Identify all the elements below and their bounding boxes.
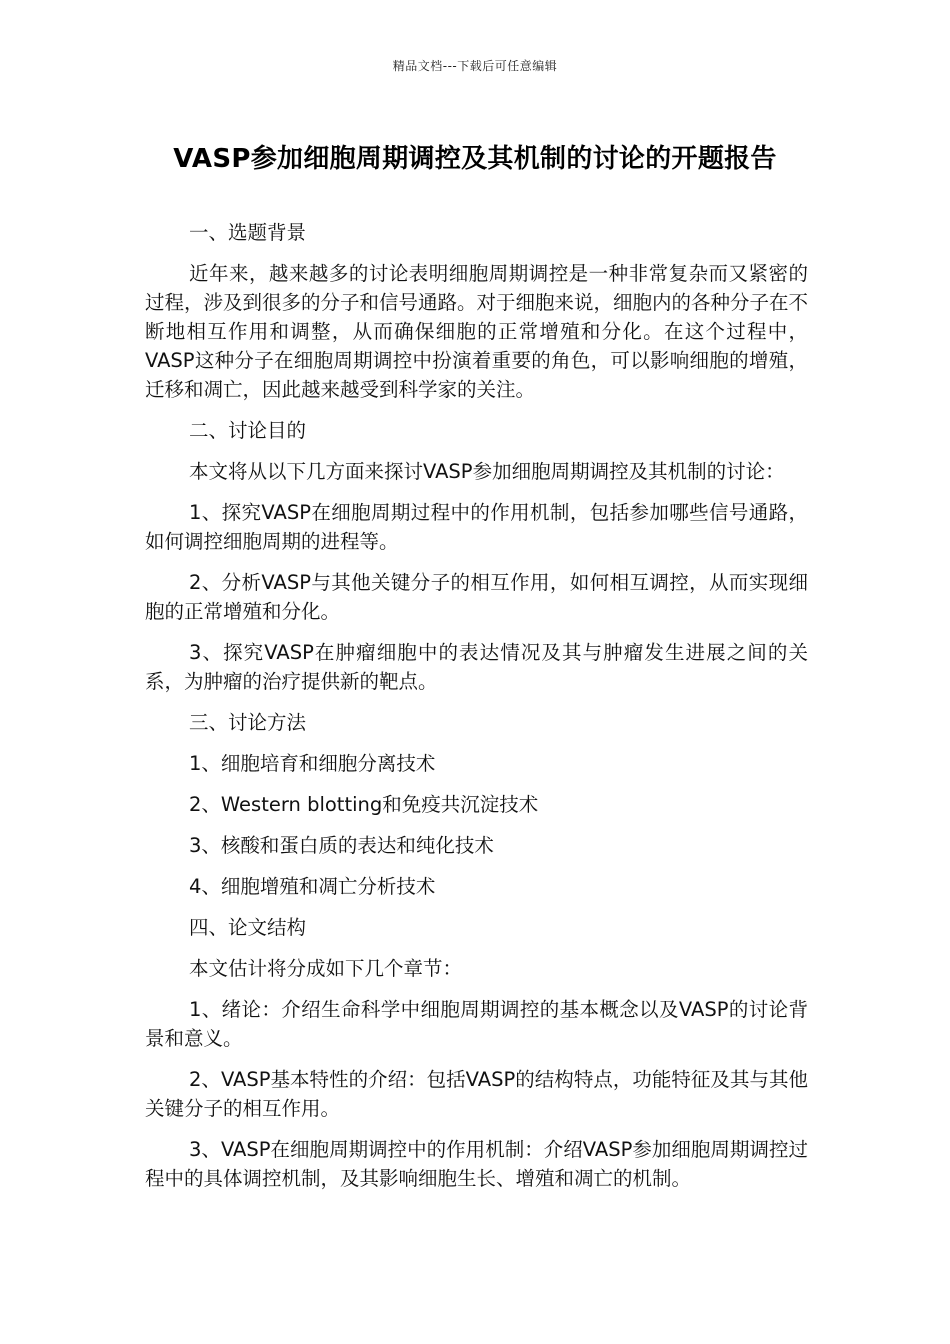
paragraph-purpose-intro: 本文将从以下几方面来探讨VASP参加细胞周期调控及其机制的讨论： bbox=[189, 460, 785, 483]
list-item-purpose-3: 3、探究VASP在肿瘤细胞中的表达情况及其与肿瘤发生进展之间的关系，为肿瘤的治疗提供新的靶点。 bbox=[145, 641, 808, 693]
list-item-method-4: 4、细胞增殖和凋亡分析技术 bbox=[189, 875, 436, 898]
section-heading-background: 一、选题背景 bbox=[189, 221, 307, 244]
list-item-chapter-3: 3、VASP在细胞周期调控中的作用机制：介绍VASP参加细胞周期调控过程中的具体调控机制，及其影响细胞生长、增殖和凋亡的机制。 bbox=[145, 1138, 808, 1190]
document-body bbox=[145, 218, 808, 1205]
list-item-chapter-2: 2、VASP基本特性的介绍：包括VASP的结构特点，功能特征及其与其他关键分子的相互作用。 bbox=[145, 1068, 808, 1120]
document-title: VASP参加细胞周期调控及其机制的讨论的开题报告 bbox=[173, 144, 777, 174]
list-item-purpose-1: 1、探究VASP在细胞周期过程中的作用机制，包括参加哪些信号通路，如何调控细胞周期的进程等。 bbox=[145, 501, 808, 553]
header-note: 精品文档---下载后可任意编辑 bbox=[392, 59, 558, 73]
list-item-method-3: 3、核酸和蛋白质的表达和纯化技术 bbox=[189, 834, 494, 857]
list-item-method-1: 1、细胞培育和细胞分离技术 bbox=[189, 752, 436, 775]
paragraph-structure-intro: 本文估计将分成如下几个章节： bbox=[189, 957, 463, 980]
paragraph-background: 近年来，越来越多的讨论表明细胞周期调控是一种非常复杂而又紧密的过程，涉及到很多的分子和信号通路。对于细胞来说，细胞内的各种分子在不断地相互作用和调整，从而确保细胞的正常增殖和分化。在这个过程中，VASP这种分子在细胞周期调控中扮演着重要的角色，可以影响细胞的增殖，迁移和凋亡，因此越来越受到科学家的关注。 bbox=[145, 262, 809, 401]
section-heading-structure: 四、论文结构 bbox=[189, 916, 307, 939]
section-heading-purpose: 二、讨论目的 bbox=[189, 419, 307, 442]
list-item-chapter-1: 1、绪论：介绍生命科学中细胞周期调控的基本概念以及VASP的讨论背景和意义。 bbox=[145, 998, 808, 1050]
list-item-method-2: 2、Western blotting和免疫共沉淀技术 bbox=[189, 793, 539, 816]
list-item-purpose-2: 2、分析VASP与其他关键分子的相互作用，如何相互调控，从而实现细胞的正常增殖和分化。 bbox=[145, 571, 808, 623]
section-heading-methods: 三、讨论方法 bbox=[189, 711, 307, 734]
